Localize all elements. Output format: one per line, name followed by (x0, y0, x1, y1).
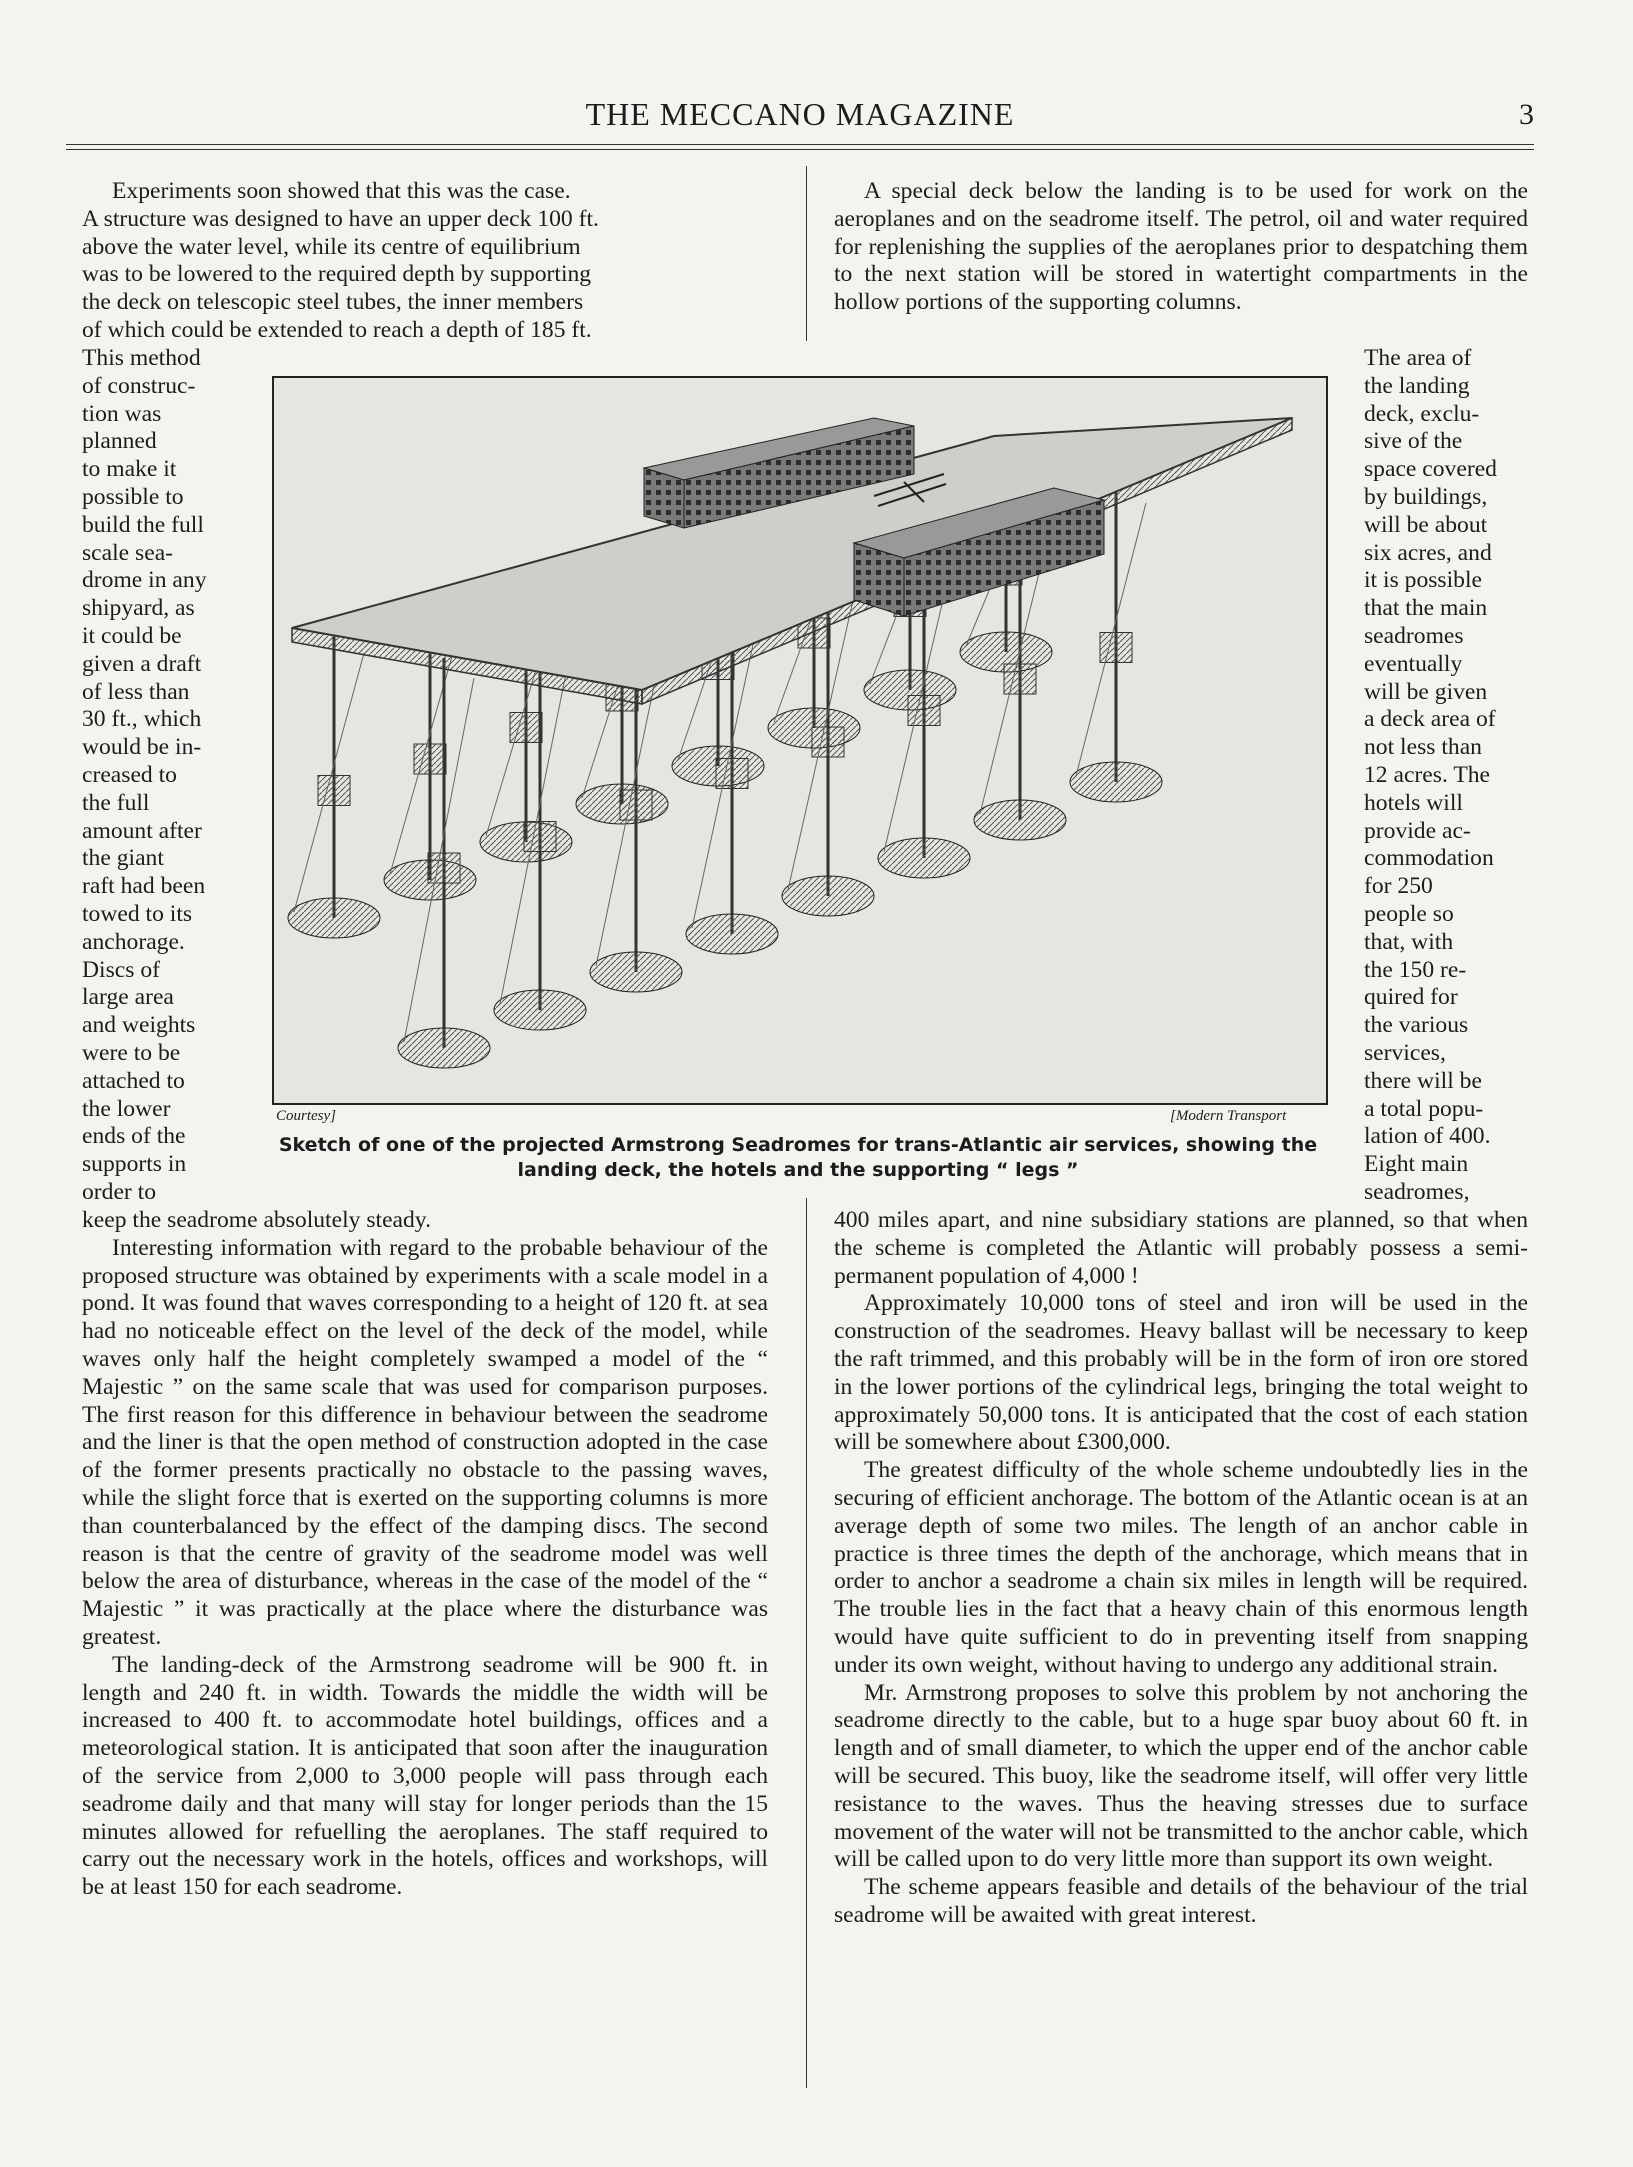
damping-disc (974, 800, 1066, 840)
right-top-paragraph: A special deck below the landing is to be used for work on the aeroplanes and on the seadrome itself. The petrol, oil and water required for replenishing the supplies of the aeroplanes prior to despatching them to the next station will be stored in watertight compartments in the hollow portions of the supporting columns. (834, 178, 1528, 316)
side-text-line: not less than (1364, 734, 1482, 761)
damping-disc (494, 990, 586, 1030)
seadrome-illustration (274, 378, 1326, 1103)
side-text-line: deck, exclu- (1364, 400, 1480, 427)
side-text-line: the various (1364, 1012, 1469, 1039)
side-text-line: shipyard, as (82, 595, 195, 622)
ballast-tank (908, 696, 940, 726)
side-text-line: given a draft (82, 650, 202, 677)
left-continuation: keep the seadrome absolutely steady. (82, 1207, 431, 1233)
text-line: the deck on telescopic steel tubes, the inner members (82, 289, 584, 316)
ballast-tank (524, 822, 556, 852)
side-text-line: supports in (82, 1151, 187, 1178)
side-text-line: towed to its (82, 900, 193, 927)
side-text-line: the landing (1364, 372, 1470, 399)
page-header (66, 96, 1534, 146)
side-text-line: eventually (1364, 650, 1463, 677)
damping-disc (590, 952, 682, 992)
side-text-line: that, with (1364, 928, 1454, 955)
left-paragraph-1: Interesting information with regard to the probable behaviour of the proposed structure was obtained by experiments with a scale model in a pond. It was found that waves corresponding to a height of 120 ft. at sea had no noticeable effect on the level of the deck of the model, while waves only half the height completely swamped a model of the “ Majestic ” on the same scale that was used for comparison purposes. The first reason for this difference in behaviour between the seadrome and the liner is that the open method of construction adopted in the case of the former presents practically no obstacle to the passing waves, while the slight force that is exerted on the supporting columns is more than counterbalanced by the effect of the damping discs. The second reason is that the centre of gravity of the seadrome model was well below the area of disturbance, whereas in the case of the model of the “ Majestic ” it was practically at the place where the disturbance was greatest. (82, 1234, 768, 1650)
side-text-line: scale sea- (82, 539, 174, 566)
text-line: Experiments soon showed that this was the case. (112, 178, 571, 204)
side-text-line: large area (82, 984, 174, 1011)
ballast-tank (428, 853, 460, 883)
side-text-line: raft had been (82, 873, 206, 900)
left-top-paragraph (82, 178, 768, 345)
right-continuation: 400 miles apart, and nine subsidiary stations are planned, so that when the scheme is completed the Atlantic will probably possess a semi-permanent population of 4,000 ! (834, 1207, 1528, 1289)
side-text-line: services, (1364, 1039, 1446, 1066)
ballast-tank (620, 790, 652, 820)
side-text-line: seadromes, (1364, 1178, 1470, 1205)
magazine-title: THE MECCANO MAGAZINE (585, 96, 1015, 132)
damping-disc (878, 838, 970, 878)
side-text-line: a deck area of (1364, 706, 1496, 733)
right-column-bottom (834, 1207, 1528, 1930)
credit-right: [Modern Transport (1170, 1108, 1287, 1124)
right-side-text (1364, 345, 1528, 1207)
damping-disc (782, 876, 874, 916)
text-line: A structure was designed to have an upper deck 100 ft. (82, 205, 599, 232)
side-text-line: commodation (1364, 845, 1494, 872)
side-text-line: the lower (82, 1095, 171, 1122)
ballast-tank (318, 776, 350, 806)
text-line: above the water level, while its centre of equilibrium (82, 233, 581, 260)
side-text-line: drome in any (82, 567, 207, 594)
side-text-line: were to be (82, 1039, 181, 1066)
side-text-line: possible to (82, 483, 184, 510)
damping-disc (398, 1028, 490, 1068)
right-paragraph-2: The greatest difficulty of the whole scheme undoubtedly lies in the securing of efficient anchorage. The bottom of the Atlantic ocean is at an average depth of some two miles. The length of an anchor cable in practice is three times the depth of the anchorage, which means that in order to anchor a seadrome a chain six miles in length will be required. The trouble lies in the fact that a heavy chain of this enormous length would have quite sufficient to do in preventing itself from snapping under its own weight, without having to undergo any additional strain. (834, 1457, 1528, 1678)
side-text-line: that the main (1364, 595, 1488, 622)
side-text-line: it is possible (1364, 567, 1482, 594)
side-text-line: This method (82, 345, 201, 371)
side-text-line: seadromes (1364, 622, 1464, 649)
side-text-line: ends of the (82, 1123, 186, 1150)
side-text-line: the giant (82, 845, 164, 872)
side-text-line: amount after (82, 817, 202, 844)
ballast-tank (414, 744, 446, 774)
damping-disc (1070, 762, 1162, 802)
right-column-top (834, 178, 1528, 317)
side-text-line: order to (82, 1178, 157, 1205)
side-text-line: provide ac- (1364, 817, 1471, 844)
header-rule-top (66, 144, 1534, 145)
side-text-line: of less than (82, 678, 190, 705)
ballast-tank (1004, 664, 1036, 694)
right-paragraph-1: Approximately 10,000 tons of steel and iron will be used in the construction of the seadromes. Heavy ballast will be necessary to keep the raft trimmed, and this probably will be in the form of iron ore stored in the lower portions of the cylindrical legs, bringing the total weight to approximately 50,000 tons. It is anticipated that the cost of each station will be somewhere about £300,000. (834, 1290, 1528, 1456)
ballast-tank (510, 713, 542, 743)
text-line: was to be lowered to the required depth by supporting (82, 261, 592, 288)
right-paragraph-3: Mr. Armstrong proposes to solve this problem by not anchoring the seadrome directly to the cable, but to a huge spar buoy about 60 ft. in length and of small diameter, to which the upper end of the anchor cable will be secured. This buoy, like the seadrome itself, will offer very little resistance to the waves. Thus the heaving stresses due to surface movement of the water will not be transmitted to the anchor cable, which will be called upon to do very little more than support its own weight. (834, 1679, 1528, 1873)
side-text-line: lation of 400. (1364, 1123, 1491, 1150)
left-paragraph-2: The landing-deck of the Armstrong seadrome will be 900 ft. in length and 240 ft. in width. Towards the middle the width will be increased to 400 ft. to accommodate hotel buildings, offices and a meteorological station. It is anticipated that soon after the inauguration of the service from 2,000 to 3,000 people will pass through each seadrome daily and that many will stay for longer periods than the 15 minutes allowed for refuelling the aeroplanes. The staff required to carry out the necessary work in the hotels, offices and workshops, will be at least 150 for each seadrome. (82, 1651, 768, 1901)
side-text-line: planned (82, 428, 157, 455)
side-text-line: hotels will (1364, 789, 1463, 816)
side-text-line: will be given (1364, 678, 1488, 705)
side-text-line: tion was (82, 400, 162, 427)
side-text-line: Discs of (82, 956, 160, 983)
side-text-line: anchorage. (82, 928, 185, 955)
left-column-top (82, 178, 768, 345)
side-text-line: the full (82, 789, 150, 816)
left-side-text (82, 345, 252, 1207)
side-text-line: build the full (82, 511, 204, 538)
side-text-line: would be in- (82, 734, 202, 761)
column-divider-top (806, 166, 807, 341)
column-divider-bottom (806, 1198, 807, 2088)
side-text-line: there will be (1364, 1067, 1482, 1094)
side-text-line: creased to (82, 761, 177, 788)
ballast-tank (716, 759, 748, 789)
right-paragraph-4: The scheme appears feasible and details of the behaviour of the trial seadrome will be awaited with great interest. (834, 1874, 1528, 1928)
side-text-line: Eight main (1364, 1151, 1469, 1178)
side-text-line: The area of (1364, 345, 1472, 371)
side-text-line: six acres, and (1364, 539, 1492, 566)
header-rule-bottom (66, 149, 1534, 150)
side-text-line: of construc- (82, 372, 196, 399)
side-text-line: for 250 (1364, 873, 1433, 900)
credit-left: Courtesy] (276, 1108, 336, 1124)
ballast-tank (1100, 633, 1132, 663)
page-number: 3 (1519, 98, 1534, 131)
left-column-bottom (82, 1207, 768, 1902)
side-text-line: sive of the (1364, 428, 1463, 455)
side-text-line: it could be (82, 622, 182, 649)
side-text-line: quired for (1364, 984, 1458, 1011)
side-text-line: will be about (1364, 511, 1488, 538)
side-text-line: and weights (82, 1012, 196, 1039)
side-text-line: to make it (82, 456, 177, 483)
side-text-line: space covered (1364, 456, 1497, 483)
side-text-line: 30 ft., which (82, 706, 202, 733)
side-text-line: attached to (82, 1067, 185, 1094)
side-text-line: 12 acres. The (1364, 761, 1490, 788)
side-text-line: the 150 re- (1364, 956, 1467, 983)
side-text-line: people so (1364, 900, 1454, 927)
side-text-line: by buildings, (1364, 483, 1488, 510)
seadrome-figure (272, 376, 1328, 1105)
damping-disc (686, 914, 778, 954)
ballast-tank (812, 727, 844, 757)
damping-disc (288, 898, 380, 938)
figure-caption: Sketch of one of the projected Armstrong Seadromes for trans-Atlantic air services, showing the landing deck, the hotels and the supporting “ legs ” (278, 1134, 1318, 1181)
side-text-line: a total popu- (1364, 1095, 1484, 1122)
text-line: of which could be extended to reach a depth of 185 ft. (82, 316, 592, 343)
